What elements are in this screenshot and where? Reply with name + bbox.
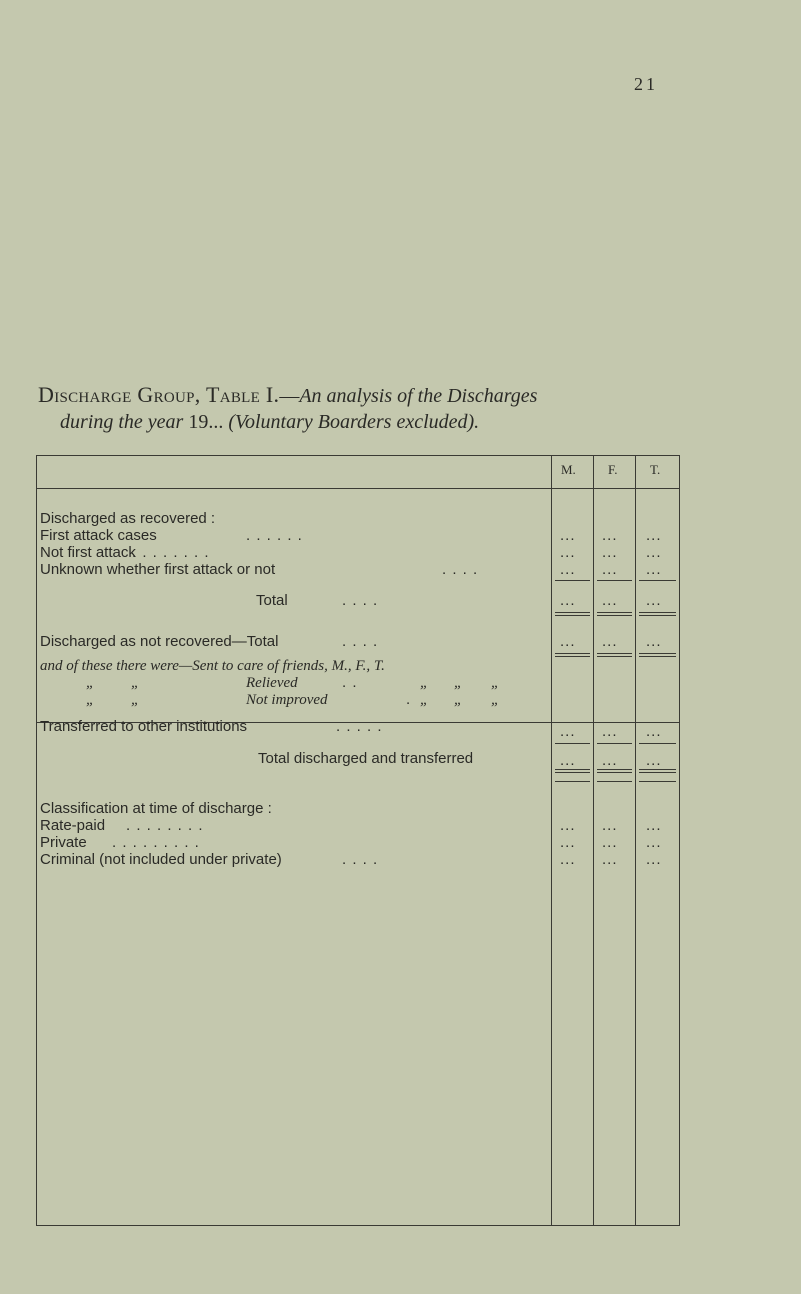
row-not-recovered: Discharged as not recovered—Total bbox=[40, 633, 279, 650]
ditto-mark: „ bbox=[491, 692, 500, 708]
row-first-attack: First attack cases bbox=[40, 527, 157, 544]
col-divider-ft bbox=[635, 455, 636, 1226]
double-rule bbox=[555, 612, 590, 613]
double-rule bbox=[555, 769, 590, 770]
blank-t: ... bbox=[646, 851, 662, 868]
row-recovered-heading: Discharged as recovered : bbox=[40, 510, 216, 527]
blank-m: ... bbox=[560, 527, 576, 544]
blank-m: ... bbox=[560, 592, 576, 609]
blank-f: ... bbox=[602, 851, 618, 868]
double-rule bbox=[555, 781, 590, 782]
double-rule bbox=[639, 656, 676, 657]
ditto-mark: „ bbox=[420, 692, 429, 708]
leader-unknown: . . . . bbox=[442, 561, 479, 578]
rule-header bbox=[36, 488, 680, 489]
double-rule bbox=[597, 781, 632, 782]
title-italic-3: (Voluntary Boarders excluded). bbox=[228, 411, 480, 433]
leader-private: . . . . . . . . . bbox=[112, 834, 200, 851]
col-header-m: M. bbox=[561, 462, 576, 477]
blank-m: ... bbox=[560, 752, 576, 769]
double-rule bbox=[597, 656, 632, 657]
sum-rule bbox=[597, 743, 632, 744]
double-rule bbox=[555, 656, 590, 657]
ditto-mark: „ bbox=[491, 675, 500, 691]
ditto-mark: „ bbox=[86, 692, 95, 708]
rule-left bbox=[36, 455, 37, 1226]
blank-f: ... bbox=[602, 544, 618, 561]
title-italic-1: An analysis of the Discharges bbox=[299, 385, 538, 407]
double-rule bbox=[597, 653, 632, 654]
ditto-mark: „ bbox=[454, 675, 463, 691]
row-private: Private bbox=[40, 834, 87, 851]
ditto-mark: „ bbox=[454, 692, 463, 708]
row-transferred: Transferred to other institutions bbox=[40, 718, 248, 735]
blank-f: ... bbox=[602, 834, 618, 851]
discharge-table bbox=[36, 455, 680, 1226]
row-these-were: and of these there were—Sent to care of friends, M., F., T. bbox=[40, 658, 385, 674]
blank-f: ... bbox=[602, 592, 618, 609]
double-rule bbox=[597, 769, 632, 770]
table-title bbox=[38, 382, 688, 435]
double-rule bbox=[639, 612, 676, 613]
blank-t: ... bbox=[646, 527, 662, 544]
leader-transferred: . . . . . bbox=[336, 718, 383, 735]
blank-m: ... bbox=[560, 544, 576, 561]
sum-rule bbox=[555, 580, 590, 581]
title-italic-2: during the year bbox=[60, 411, 184, 433]
row-criminal: Criminal (not included under private) bbox=[40, 851, 282, 868]
blank-t: ... bbox=[646, 723, 662, 740]
blank-t: ... bbox=[646, 544, 662, 561]
rule-bottom bbox=[36, 1225, 680, 1226]
blank-t: ... bbox=[646, 592, 662, 609]
ditto-mark: „ bbox=[420, 675, 429, 691]
title-line-1: Discharge Group, Table I.—An analysis of the Discharges bbox=[38, 382, 538, 407]
blank-f: ... bbox=[602, 561, 618, 578]
col-divider-mf bbox=[593, 455, 594, 1226]
leader-not-improved: . bbox=[406, 691, 412, 708]
row-total-recovered: Total bbox=[256, 592, 288, 609]
row-not-first-attack: Not first attack bbox=[40, 544, 136, 561]
row-relieved: Relieved bbox=[246, 675, 298, 691]
blank-m: ... bbox=[560, 817, 576, 834]
double-rule bbox=[597, 615, 632, 616]
blank-m: ... bbox=[560, 851, 576, 868]
blank-f: ... bbox=[602, 527, 618, 544]
blank-t: ... bbox=[646, 834, 662, 851]
leader-criminal: . . . . bbox=[342, 851, 379, 868]
blank-t: ... bbox=[646, 817, 662, 834]
blank-t: ... bbox=[646, 752, 662, 769]
ditto-mark: „ bbox=[86, 675, 95, 691]
blank-m: ... bbox=[560, 561, 576, 578]
double-rule bbox=[555, 772, 590, 773]
ditto-mark: „ bbox=[131, 692, 140, 708]
double-rule bbox=[597, 612, 632, 613]
sum-rule bbox=[639, 743, 676, 744]
double-rule bbox=[639, 772, 676, 773]
blank-f: ... bbox=[602, 633, 618, 650]
col-divider-label bbox=[551, 455, 552, 1226]
blank-t: ... bbox=[646, 633, 662, 650]
row-classification: Classification at time of discharge : bbox=[40, 800, 272, 817]
col-header-t: T. bbox=[650, 462, 661, 477]
leader-not-first-attack: . . . . . . . . bbox=[132, 544, 210, 561]
row-unknown: Unknown whether first attack or not bbox=[40, 561, 276, 578]
title-group-name: Discharge Group, Table I. bbox=[38, 382, 280, 407]
blank-m: ... bbox=[560, 633, 576, 650]
page-number: 21 bbox=[634, 74, 658, 94]
blank-f: ... bbox=[602, 817, 618, 834]
leader-relieved: . . bbox=[342, 674, 358, 691]
ditto-mark: „ bbox=[131, 675, 140, 691]
sum-rule bbox=[597, 580, 632, 581]
col-header-f: F. bbox=[608, 462, 618, 477]
blank-m: ... bbox=[560, 723, 576, 740]
double-rule bbox=[555, 653, 590, 654]
double-rule bbox=[555, 615, 590, 616]
leader-total: . . . . bbox=[342, 592, 379, 609]
blank-m: ... bbox=[560, 834, 576, 851]
leader-first-attack: . . . . . . bbox=[246, 527, 303, 544]
blank-t: ... bbox=[646, 561, 662, 578]
double-rule bbox=[639, 653, 676, 654]
row-rate-paid: Rate-paid bbox=[40, 817, 106, 834]
double-rule bbox=[639, 769, 676, 770]
leader-rate-paid: . . . . . . . . bbox=[126, 817, 204, 834]
double-rule bbox=[639, 615, 676, 616]
blank-f: ... bbox=[602, 752, 618, 769]
double-rule bbox=[639, 781, 676, 782]
title-line-2 bbox=[38, 409, 688, 435]
row-total-discharged: Total discharged and transferred bbox=[258, 750, 474, 767]
row-not-improved: Not improved bbox=[246, 692, 328, 708]
rule-top bbox=[36, 455, 680, 456]
rule-right bbox=[679, 455, 680, 1226]
leader-not-recovered: . . . . bbox=[342, 633, 379, 650]
title-year: 19... bbox=[183, 411, 229, 433]
blank-f: ... bbox=[602, 723, 618, 740]
sum-rule bbox=[555, 743, 590, 744]
sum-rule bbox=[639, 580, 676, 581]
double-rule bbox=[597, 772, 632, 773]
